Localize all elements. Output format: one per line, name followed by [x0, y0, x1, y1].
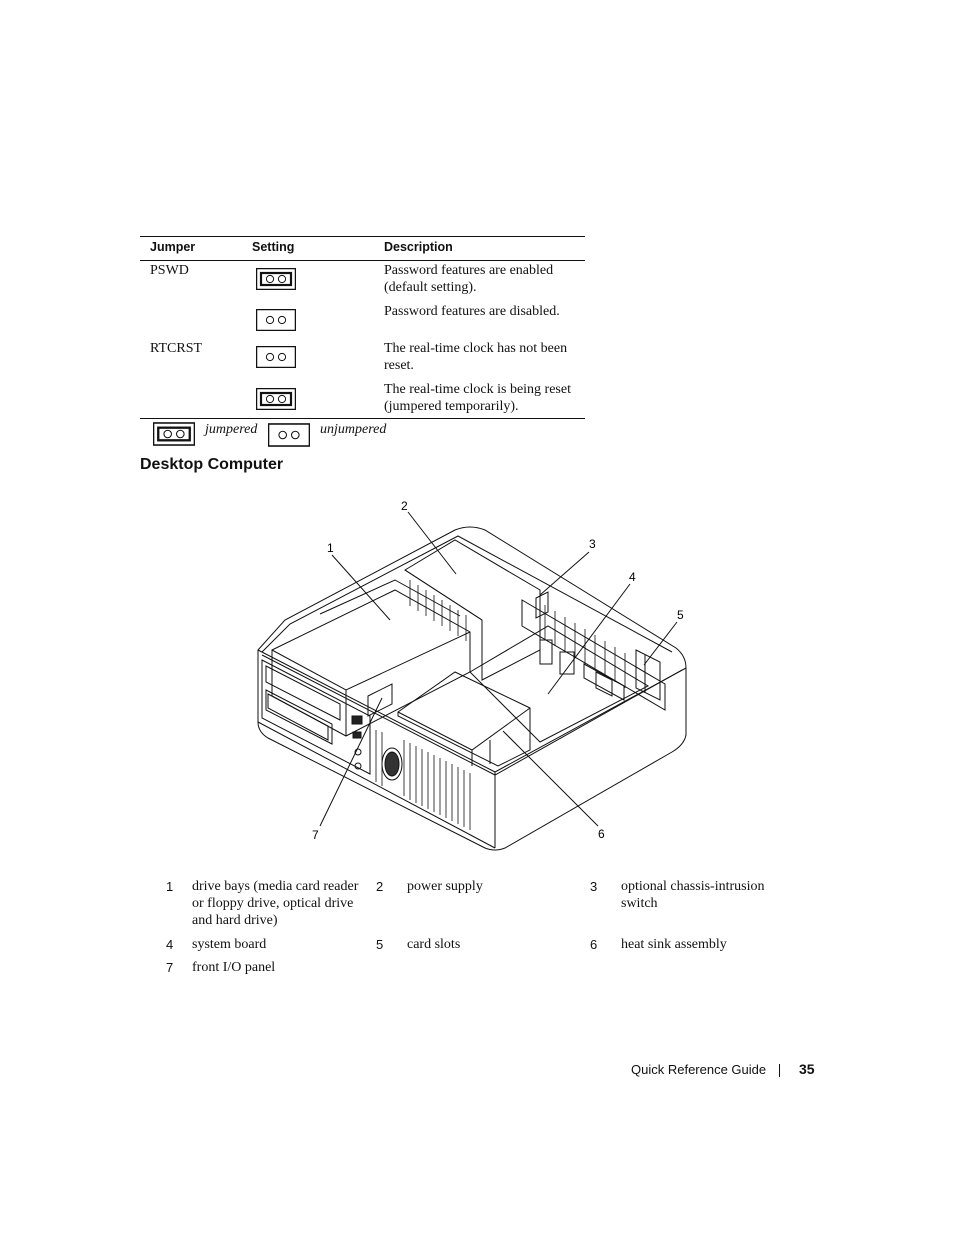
legend-num-1: 1 [166, 879, 174, 894]
drive-slot-1 [266, 666, 340, 720]
legend-num-7: 7 [166, 960, 174, 975]
leader-line-6 [503, 731, 598, 826]
leader-line-1 [332, 555, 390, 620]
row-description-3: The real-time clock has not been reset. [384, 341, 568, 373]
unjumpered-icon [256, 346, 296, 368]
section-title: Desktop Computer [140, 456, 284, 473]
legend-text-3: optional chassis-intrusion switch [621, 879, 765, 911]
jumpered-legend-icon [153, 422, 195, 446]
legend-text-6: heat sink assembly [621, 937, 727, 952]
legend-num-3: 3 [590, 879, 598, 894]
header-description: Description [384, 240, 453, 254]
row-jumper-rtcrst: RTCRST [150, 341, 203, 356]
heat-sink-assembly [398, 672, 530, 766]
legend-text-5: card slots [407, 937, 461, 952]
desktop-computer-diagram [240, 490, 710, 860]
leader-line-5 [644, 622, 677, 665]
legend-num-6: 6 [590, 937, 598, 952]
leader-line-4 [548, 584, 630, 694]
legend-unjumpered-label: unjumpered [320, 422, 387, 437]
chassis-outline [258, 527, 686, 850]
header-jumper: Jumper [150, 240, 196, 254]
callout-1: 1 [327, 541, 334, 555]
legend-num-2: 2 [376, 879, 384, 894]
legend-text-1: drive bays (media card reader or floppy drive, optical drive and hard drive) [192, 879, 359, 928]
page-number: 35 [799, 1061, 815, 1077]
unjumpered-legend-icon [268, 423, 310, 447]
jumpered-icon [256, 268, 296, 290]
legend-jumpered-label: jumpered [205, 422, 258, 437]
row-description-1: Password features are enabled (default setting). [384, 263, 554, 295]
leader-line-3 [540, 552, 589, 595]
callout-6: 6 [598, 827, 605, 841]
callout-4: 4 [629, 570, 636, 584]
leader-line-2 [408, 512, 456, 574]
legend-text-4: system board [192, 937, 267, 952]
callout-5: 5 [677, 608, 684, 622]
unjumpered-icon [256, 309, 296, 331]
legend-num-5: 5 [376, 937, 384, 952]
table-top-rule [140, 236, 585, 237]
legend-num-4: 4 [166, 937, 174, 952]
row-description-2: Password features are disabled. [384, 304, 560, 319]
row-jumper-pswd: PSWD [150, 263, 189, 278]
footer-separator [779, 1064, 780, 1077]
header-rule [140, 260, 585, 261]
leader-line-7 [320, 698, 382, 826]
jumpered-icon [256, 388, 296, 410]
legend-text-7: front I/O panel [192, 960, 276, 975]
footer-guide-title: Quick Reference Guide [631, 1062, 767, 1077]
row-description-4: The real-time clock is being reset (jumpered temporarily). [384, 382, 571, 414]
callout-3: 3 [589, 537, 596, 551]
table-bottom-rule [140, 418, 585, 419]
card-slots [636, 650, 660, 700]
legend-text-2: power supply [407, 879, 483, 894]
header-setting: Setting [252, 240, 295, 254]
callout-2: 2 [401, 499, 408, 513]
power-supply [405, 540, 540, 680]
callout-7: 7 [312, 828, 319, 842]
